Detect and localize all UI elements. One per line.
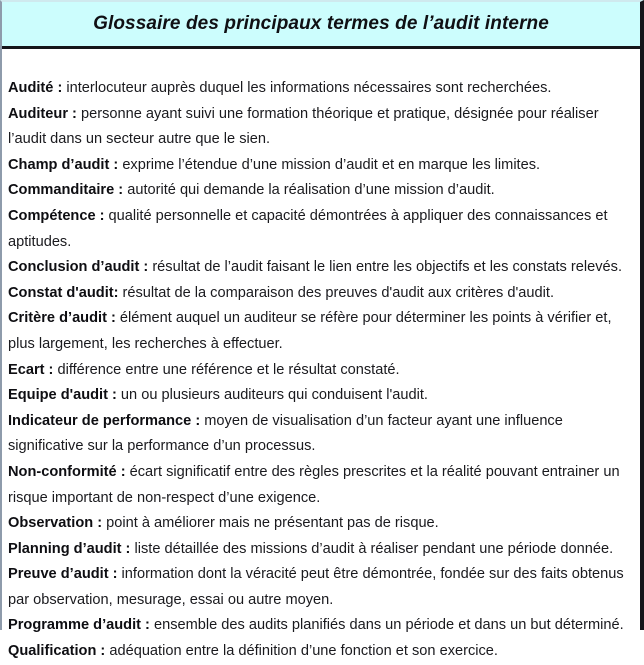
glossary-entry xyxy=(8,460,634,511)
glossary-entry xyxy=(8,281,634,307)
glossary-definition: point à améliorer mais ne présentant pas de risque. xyxy=(102,515,439,532)
glossary-definition: différence entre une référence et le résultat constaté. xyxy=(53,361,400,378)
glossary-definition: élément auquel un auditeur se réfère pour déterminer les points à vérifier et, plus largement, les recherches à effectuer. xyxy=(8,310,612,352)
glossary-entry xyxy=(8,383,634,409)
glossary-term: Compétence : xyxy=(8,207,105,224)
glossary-term: Qualification : xyxy=(8,643,106,660)
glossary-definition: interlocuteur auprès duquel les informations nécessaires sont recherchées. xyxy=(62,80,552,96)
glossary-entry xyxy=(8,76,634,102)
glossary-definition: adéquation entre la définition d’une fonction et son exercice. xyxy=(105,643,498,660)
glossary-entry-list xyxy=(2,49,640,665)
glossary-term: Observation : xyxy=(8,515,103,532)
page-title: Glossaire des principaux termes de l’audit interne xyxy=(93,13,549,34)
document-title-bar xyxy=(2,2,640,49)
glossary-entry xyxy=(8,153,634,179)
glossary-entry xyxy=(8,613,634,639)
glossary-entry xyxy=(8,255,634,281)
glossary-definition: exprime l’étendue d’une mission d’audit et en marque les limites. xyxy=(118,156,541,173)
glossary-definition: résultat de la comparaison des preuves d'audit aux critères d'audit. xyxy=(118,284,555,301)
glossary-term: Champ d’audit : xyxy=(8,156,119,173)
glossary-definition: écart significatif entre des règles prescrites et la réalité pouvant entrainer un risque important de non-respect d’une exigence. xyxy=(8,463,620,506)
glossary-definition: personne ayant suivi une formation théorique et pratique, désignée pour réaliser l’audit dans un secteur autre que le sien. xyxy=(8,105,599,148)
glossary-term: Ecart : xyxy=(8,361,54,378)
glossary-definition: moyen de visualisation d’un facteur ayant une influence significative sur la performance d’un processus. xyxy=(8,412,563,455)
glossary-definition: ensemble des audits planifiés dans un période et dans un but déterminé. xyxy=(149,617,624,634)
glossary-definition: liste détaillée des missions d’audit à réaliser pendant une période donnée. xyxy=(130,540,614,557)
glossary-term: Audité : xyxy=(8,80,63,96)
glossary-entry xyxy=(8,358,634,384)
glossary-entry xyxy=(8,204,634,255)
glossary-definition: résultat de l’audit faisant le lien entre les objectifs et les constats relevés. xyxy=(148,259,622,276)
glossary-term: Indicateur de performance : xyxy=(8,412,201,429)
glossary-entry xyxy=(8,537,634,563)
glossary-term: Constat d'audit: xyxy=(8,284,119,301)
glossary-entry xyxy=(8,102,634,153)
glossary-term: Critère d’audit : xyxy=(8,310,116,327)
glossary-entry xyxy=(8,562,634,613)
glossary-term: Programme d’audit : xyxy=(8,617,150,634)
glossary-definition: information dont la véracité peut être démontrée, fondée sur des faits obtenus par observation, mesurage, essai ou autre moyen. xyxy=(8,566,624,608)
glossary-definition: qualité personnelle et capacité démontrées à appliquer des connaissances et aptitudes. xyxy=(8,207,608,250)
glossary-term: Planning d’audit : xyxy=(8,540,131,557)
glossary-entry xyxy=(8,511,634,537)
glossary-term: Auditeur : xyxy=(8,105,77,122)
glossary-entry xyxy=(8,409,634,460)
glossary-definition: autorité qui demande la réalisation d’une mission d’audit. xyxy=(123,182,495,199)
glossary-entry xyxy=(8,178,634,204)
glossary-term: Equipe d'audit : xyxy=(8,387,117,404)
glossary-term: Preuve d’audit : xyxy=(8,566,118,583)
glossary-definition: un ou plusieurs auditeurs qui conduisent l'audit. xyxy=(116,387,428,404)
glossary-entry xyxy=(8,639,634,665)
glossary-term: Commanditaire : xyxy=(8,182,124,199)
glossary-term: Non-conformité : xyxy=(8,463,126,480)
glossary-term: Conclusion d’audit : xyxy=(8,259,149,276)
glossary-entry xyxy=(8,306,634,357)
